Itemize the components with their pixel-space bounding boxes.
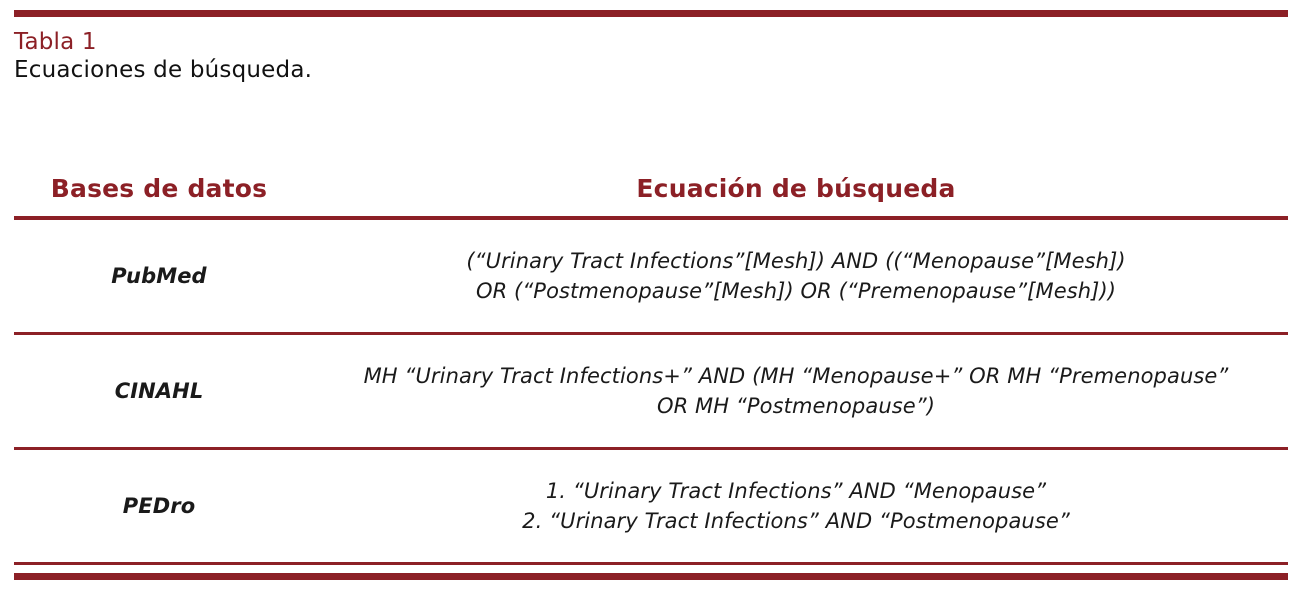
cell-search-equation (304, 218, 1288, 334)
bottom-rule (14, 573, 1288, 580)
caption-label: Tabla 1 (14, 29, 97, 55)
search-equations-table (14, 160, 1288, 565)
equation-line: 2. “Urinary Tract Infections” AND “Postmenopause” (522, 509, 1070, 533)
column-header-databases: Bases de datos (50, 173, 268, 203)
table-row (14, 449, 1288, 564)
cell-search-equation (304, 334, 1288, 449)
equation-line: 1. “Urinary Tract Infections” AND “Menopause” (545, 479, 1047, 503)
cell-database-name: PEDro (122, 494, 196, 518)
cell-database-name: PubMed (111, 264, 207, 288)
top-rule (14, 10, 1288, 17)
equation-line: MH “Urinary Tract Infections+” AND (MH “Menopause+” OR MH “Premenopause” (363, 364, 1229, 388)
equation-line: (“Urinary Tract Infections”[Mesh]) AND ((“Menopause”[Mesh]) (466, 249, 1126, 273)
table-row (14, 218, 1288, 334)
table-row (14, 334, 1288, 449)
equation-line: OR MH “Postmenopause”) (656, 394, 936, 418)
equation-line: OR (“Postmenopause”[Mesh]) OR (“Premenopause”[Mesh])) (475, 279, 1117, 303)
cell-search-equation (304, 449, 1288, 564)
table-caption (14, 28, 914, 84)
column-header-equation: Ecuación de búsqueda (636, 173, 956, 203)
caption-text: Ecuaciones de búsqueda. (14, 57, 313, 83)
cell-database-name: CINAHL (114, 379, 204, 403)
table-header-row (14, 160, 1288, 218)
